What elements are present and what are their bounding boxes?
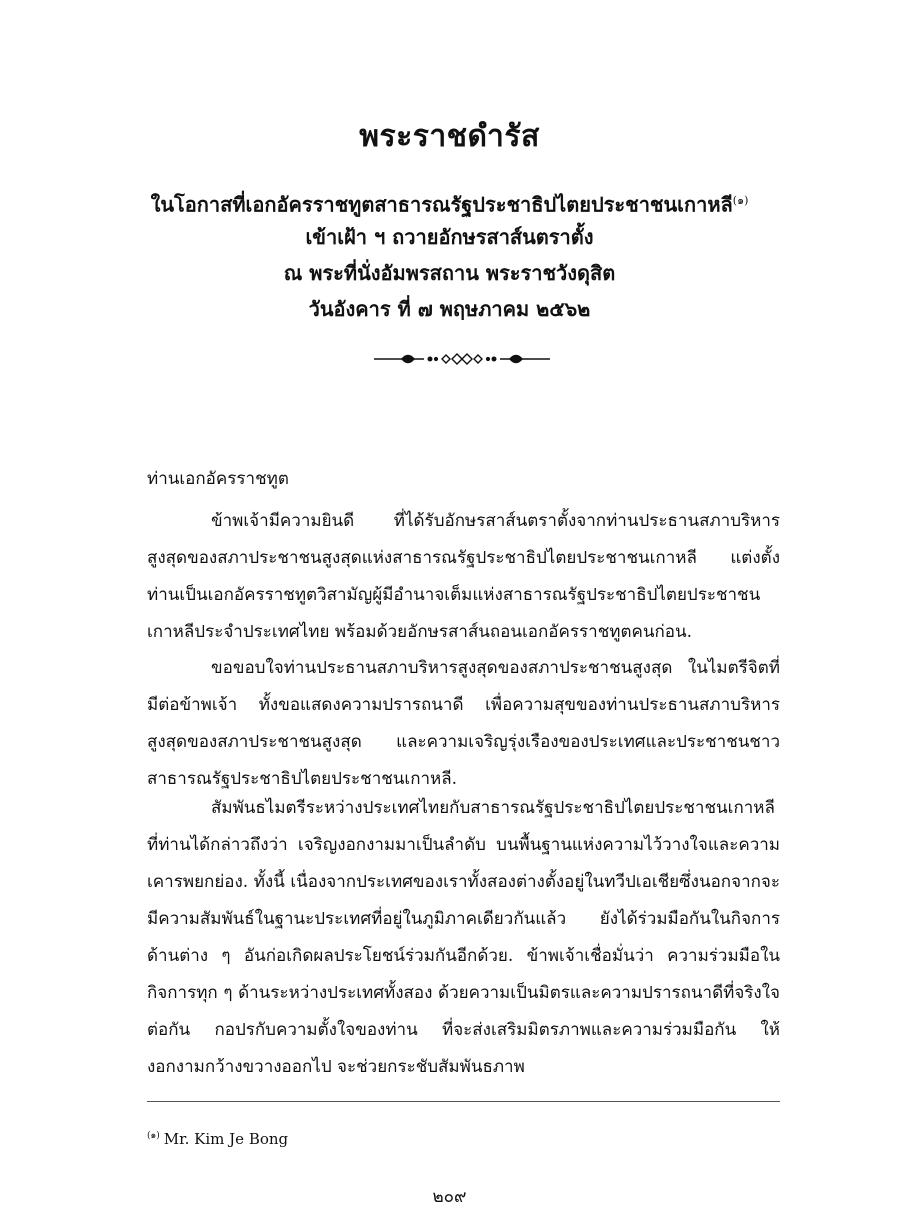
occasion-text: ในโอกาสที่เอกอัครราชทูตสาธารณรัฐประชาธิปไตยประชาชนเกาหลี xyxy=(150,192,733,217)
footnote-marker: (๑) xyxy=(147,1131,160,1141)
paragraph-3 xyxy=(147,790,780,1086)
page-number: ๒๐๙ xyxy=(432,1187,467,1207)
paragraph-2 xyxy=(147,650,780,798)
paragraph-1-text: ข้าพเจ้ามีความยินดี ที่ได้รับอักษรสาส์นตราตั้งจากท่านประธานสภาบริหารสูงสุดของสภาประชาชนสูงสุดแห่งสาธารณรัฐประชาธิปไตยประชาชนเกาหลี แต่งตั้งท่านเป็นเอกอัครราชทูตวิสามัญผู้มีอำนาจเต็มแห่งสาธารณรัฐประชาธิปไตยประชาชนเกาหลีประจำประเทศไทย พร้อมด้วยอักษรสาส์นถอนเอกอัครราชทูตคนก่อน. xyxy=(147,511,780,642)
footnote-text: Mr. Kim Je Bong xyxy=(163,1130,289,1148)
ornament-divider-icon xyxy=(372,347,552,371)
page-title: พระราชดำรัส xyxy=(359,119,540,154)
salutation: ท่านเอกอัครราชทูต xyxy=(147,469,289,489)
footnote xyxy=(147,1128,288,1148)
paragraph-3-text: สัมพันธไมตรีระหว่างประเทศไทยกับสาธารณรัฐประชาธิปไตยประชาชนเกาหลีที่ท่านได้กล่าวถึงว่า เจริญงอกงามมาเป็นลำดับ บนพื้นฐานแห่งความไว้วางใจและความเคารพยกย่อง. ทั้งนี้ เนื่องจากประเทศของเราทั้งสองต่างตั้งอยู่ในทวีปเอเชียซึ่งนอกจากจะมีความสัมพันธ์ในฐานะประเทศที่อยู่ในภูมิภาคเดียวกันแล้ว ยังได้ร่วมมือกันในกิจการด้านต่าง ๆ อันก่อเกิดผลประโยชน์ร่วมกันอีกด้วย. ข้าพเจ้าเชื่อมั่นว่า ความร่วมมือในกิจการทุก ๆ ด้านระหว่างประเทศทั้งสอง ด้วยความเป็นมิตรและความปรารถนาดีที่จริงใจต่อกัน กอปรกับความตั้งใจของท่าน ที่จะส่งเสริมมิตรภาพและความร่วมมือกัน ให้งอกงามกว้างขวางออกไป จะช่วยกระชับสัมพันธภาพ xyxy=(147,798,780,1077)
audience-line: เข้าเฝ้า ฯ ถวายอักษรสาส์นตราตั้ง xyxy=(305,225,594,249)
footnote-ref: (๑) xyxy=(732,194,749,207)
footnote-divider xyxy=(147,1101,780,1102)
paragraph-2-text: ขอขอบใจท่านประธานสภาบริหารสูงสุดของสภาประชาชนสูงสุด ในไมตรีจิตที่มีต่อข้าพเจ้า ทั้งขอแสดงความปรารถนาดี เพื่อความสุขของท่านประธานสภาบริหารสูงสุดของสภาประชาชนสูงสุด และความเจริญรุ่งเรืองของประเทศและประชาชนชาวสาธารณรัฐประชาธิปไตยประชาชนเกาหลี. xyxy=(147,658,780,789)
venue-line: ณ พระที่นั่งอัมพรสถาน พระราชวังดุสิต xyxy=(283,261,616,285)
date-line: วันอังคาร ที่ ๗ พฤษภาคม ๒๕๖๒ xyxy=(308,297,591,321)
occasion-line xyxy=(0,183,899,223)
paragraph-1 xyxy=(147,503,780,651)
